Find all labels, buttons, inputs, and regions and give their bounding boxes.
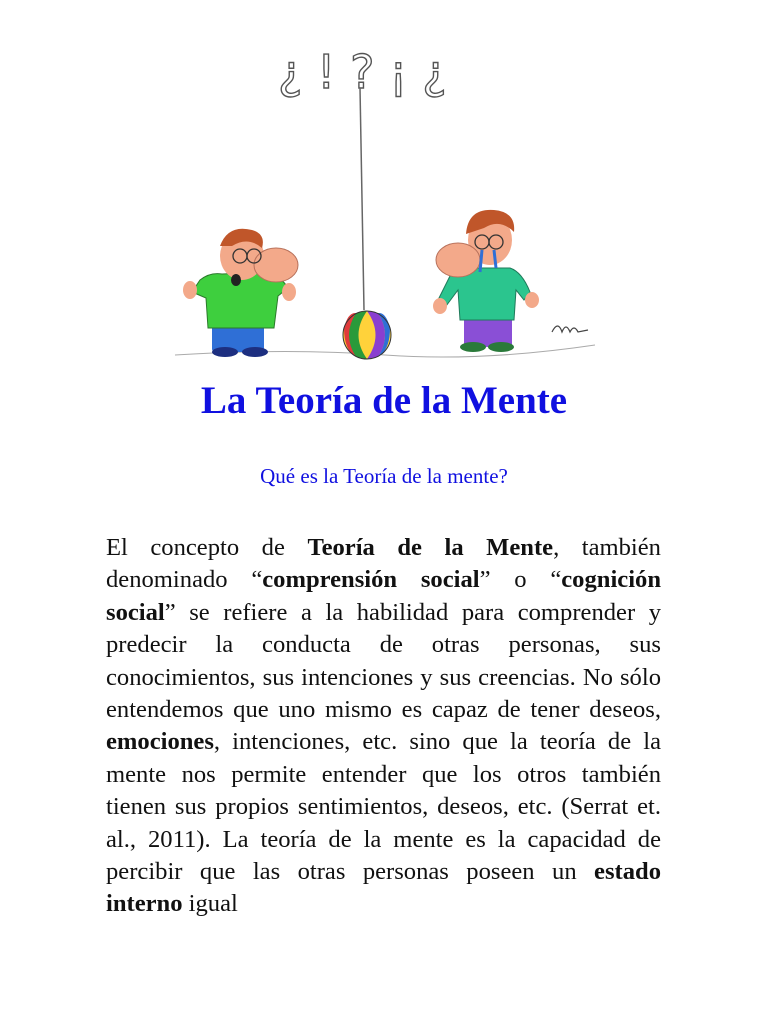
bold-term: Teoría de la Mente (307, 534, 554, 561)
bold-term: emociones (106, 728, 214, 756)
bold-term: cognición social (106, 566, 662, 626)
page-title: La Teoría de la Mente (200, 379, 568, 422)
artist-signature (552, 326, 588, 332)
beach-ball-icon (343, 311, 391, 359)
paragraph-text: El concepto de (106, 534, 308, 561)
cartoon-illustration (170, 10, 600, 362)
right-child-figure (433, 210, 539, 352)
section-subtitle: Qué es la Teoría de la mente? (260, 464, 508, 488)
string-line (360, 88, 364, 310)
paragraph-text: , también denominado “ (106, 534, 661, 594)
left-child-figure (183, 229, 298, 357)
paragraph-text: , intenciones, etc. sino que la teoría de la mente nos permite entender que los otros también tienen sus propios sentimientos, deseos, etc. (Serrat et. al., 2011). La teoría de la mente es la capacidad de percibir que las otras personas poseen un (106, 728, 661, 886)
paragraph-text: igual (182, 890, 238, 918)
paragraph-text: ” se refiere a la habilidad para comprender y predecir la conducta de otras personas, sus conocimientos, sus intenciones y sus creencias. No sólo entendemos que uno mismo es capaz de tener deseos, (106, 598, 661, 724)
bold-term: estado interno (106, 858, 661, 918)
paragraph-text: ” o “ (479, 566, 562, 594)
speech-symbols: ¿ ! ? ¡ ¿ (278, 45, 447, 99)
bold-term: comprensión social (262, 566, 480, 594)
body-paragraph (106, 532, 661, 921)
